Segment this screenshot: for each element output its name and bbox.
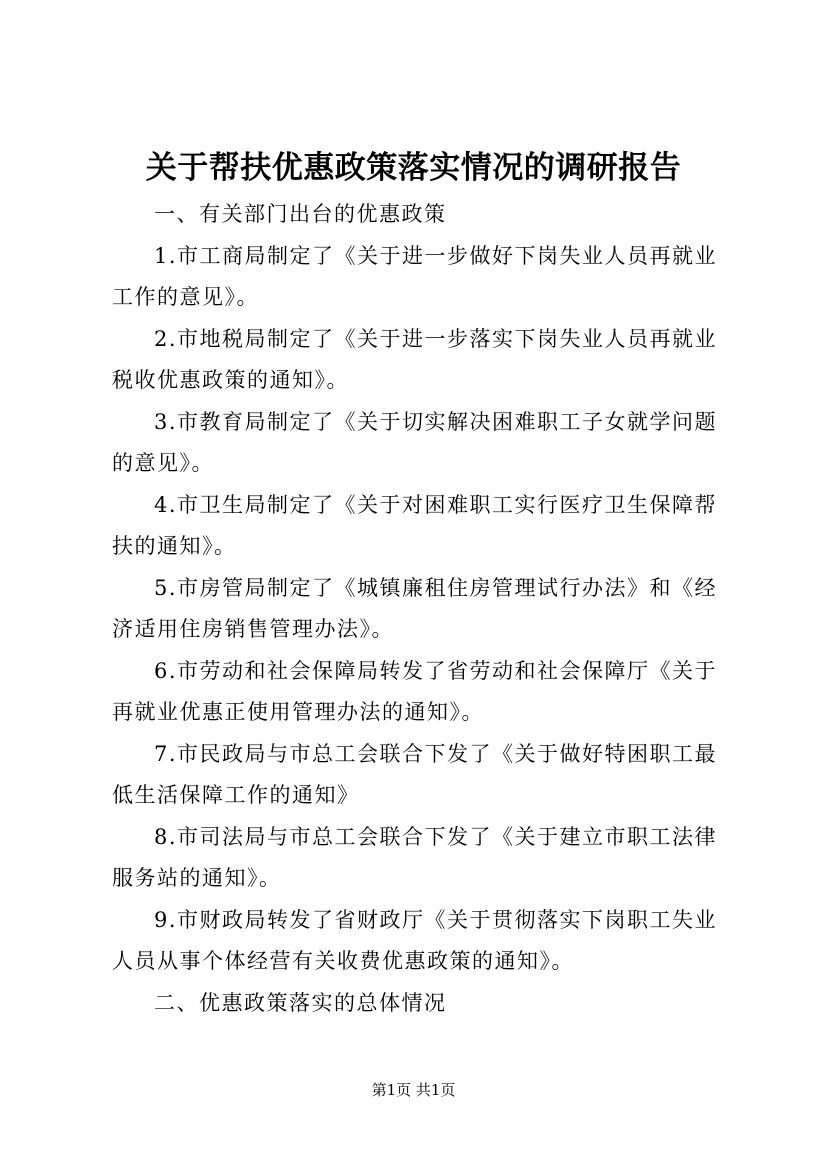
paragraph-3: 3.市教育局制定了《关于切实解决困难职工子女就学问题的意见》。 [112,409,718,475]
paragraph-1: 1.市工商局制定了《关于进一步做好下岗失业人员再就业工作的意见》。 [112,243,718,309]
paragraph-4: 4.市卫生局制定了《关于对困难职工实行医疗卫生保障帮扶的通知》。 [112,492,718,558]
paragraph-5: 5.市房管局制定了《城镇廉租住房管理试行办法》和《经济适用住房销售管理办法》。 [112,575,718,641]
paragraph-7: 7.市民政局与市总工会联合下发了《关于做好特困职工最低生活保障工作的通知》 [112,741,718,807]
paragraph-8: 8.市司法局与市总工会联合下发了《关于建立市职工法律服务站的通知》。 [112,824,718,890]
paragraph-6: 6.市劳动和社会保障局转发了省劳动和社会保障厅《关于再就业优惠正使用管理办法的通知》。 [112,658,718,724]
document-body [112,194,726,1024]
paragraph-2: 2.市地税局制定了《关于进一步落实下岗失业人员再就业税收优惠政策的通知》。 [112,326,718,392]
section-heading-1: 一、有关部门出台的优惠政策 [154,202,447,226]
paragraph-9: 9.市财政局转发了省财政厅《关于贯彻落实下岗职工失业人员从事个体经营有关收费优惠政策的通知》。 [112,907,718,973]
document-title: 关于帮扶优惠政策落实情况的调研报告 [145,150,682,186]
page-number-footer: 第1页 共1页 [371,1081,456,1099]
section-heading-2: 二、优惠政策落实的总体情况 [154,990,447,1015]
